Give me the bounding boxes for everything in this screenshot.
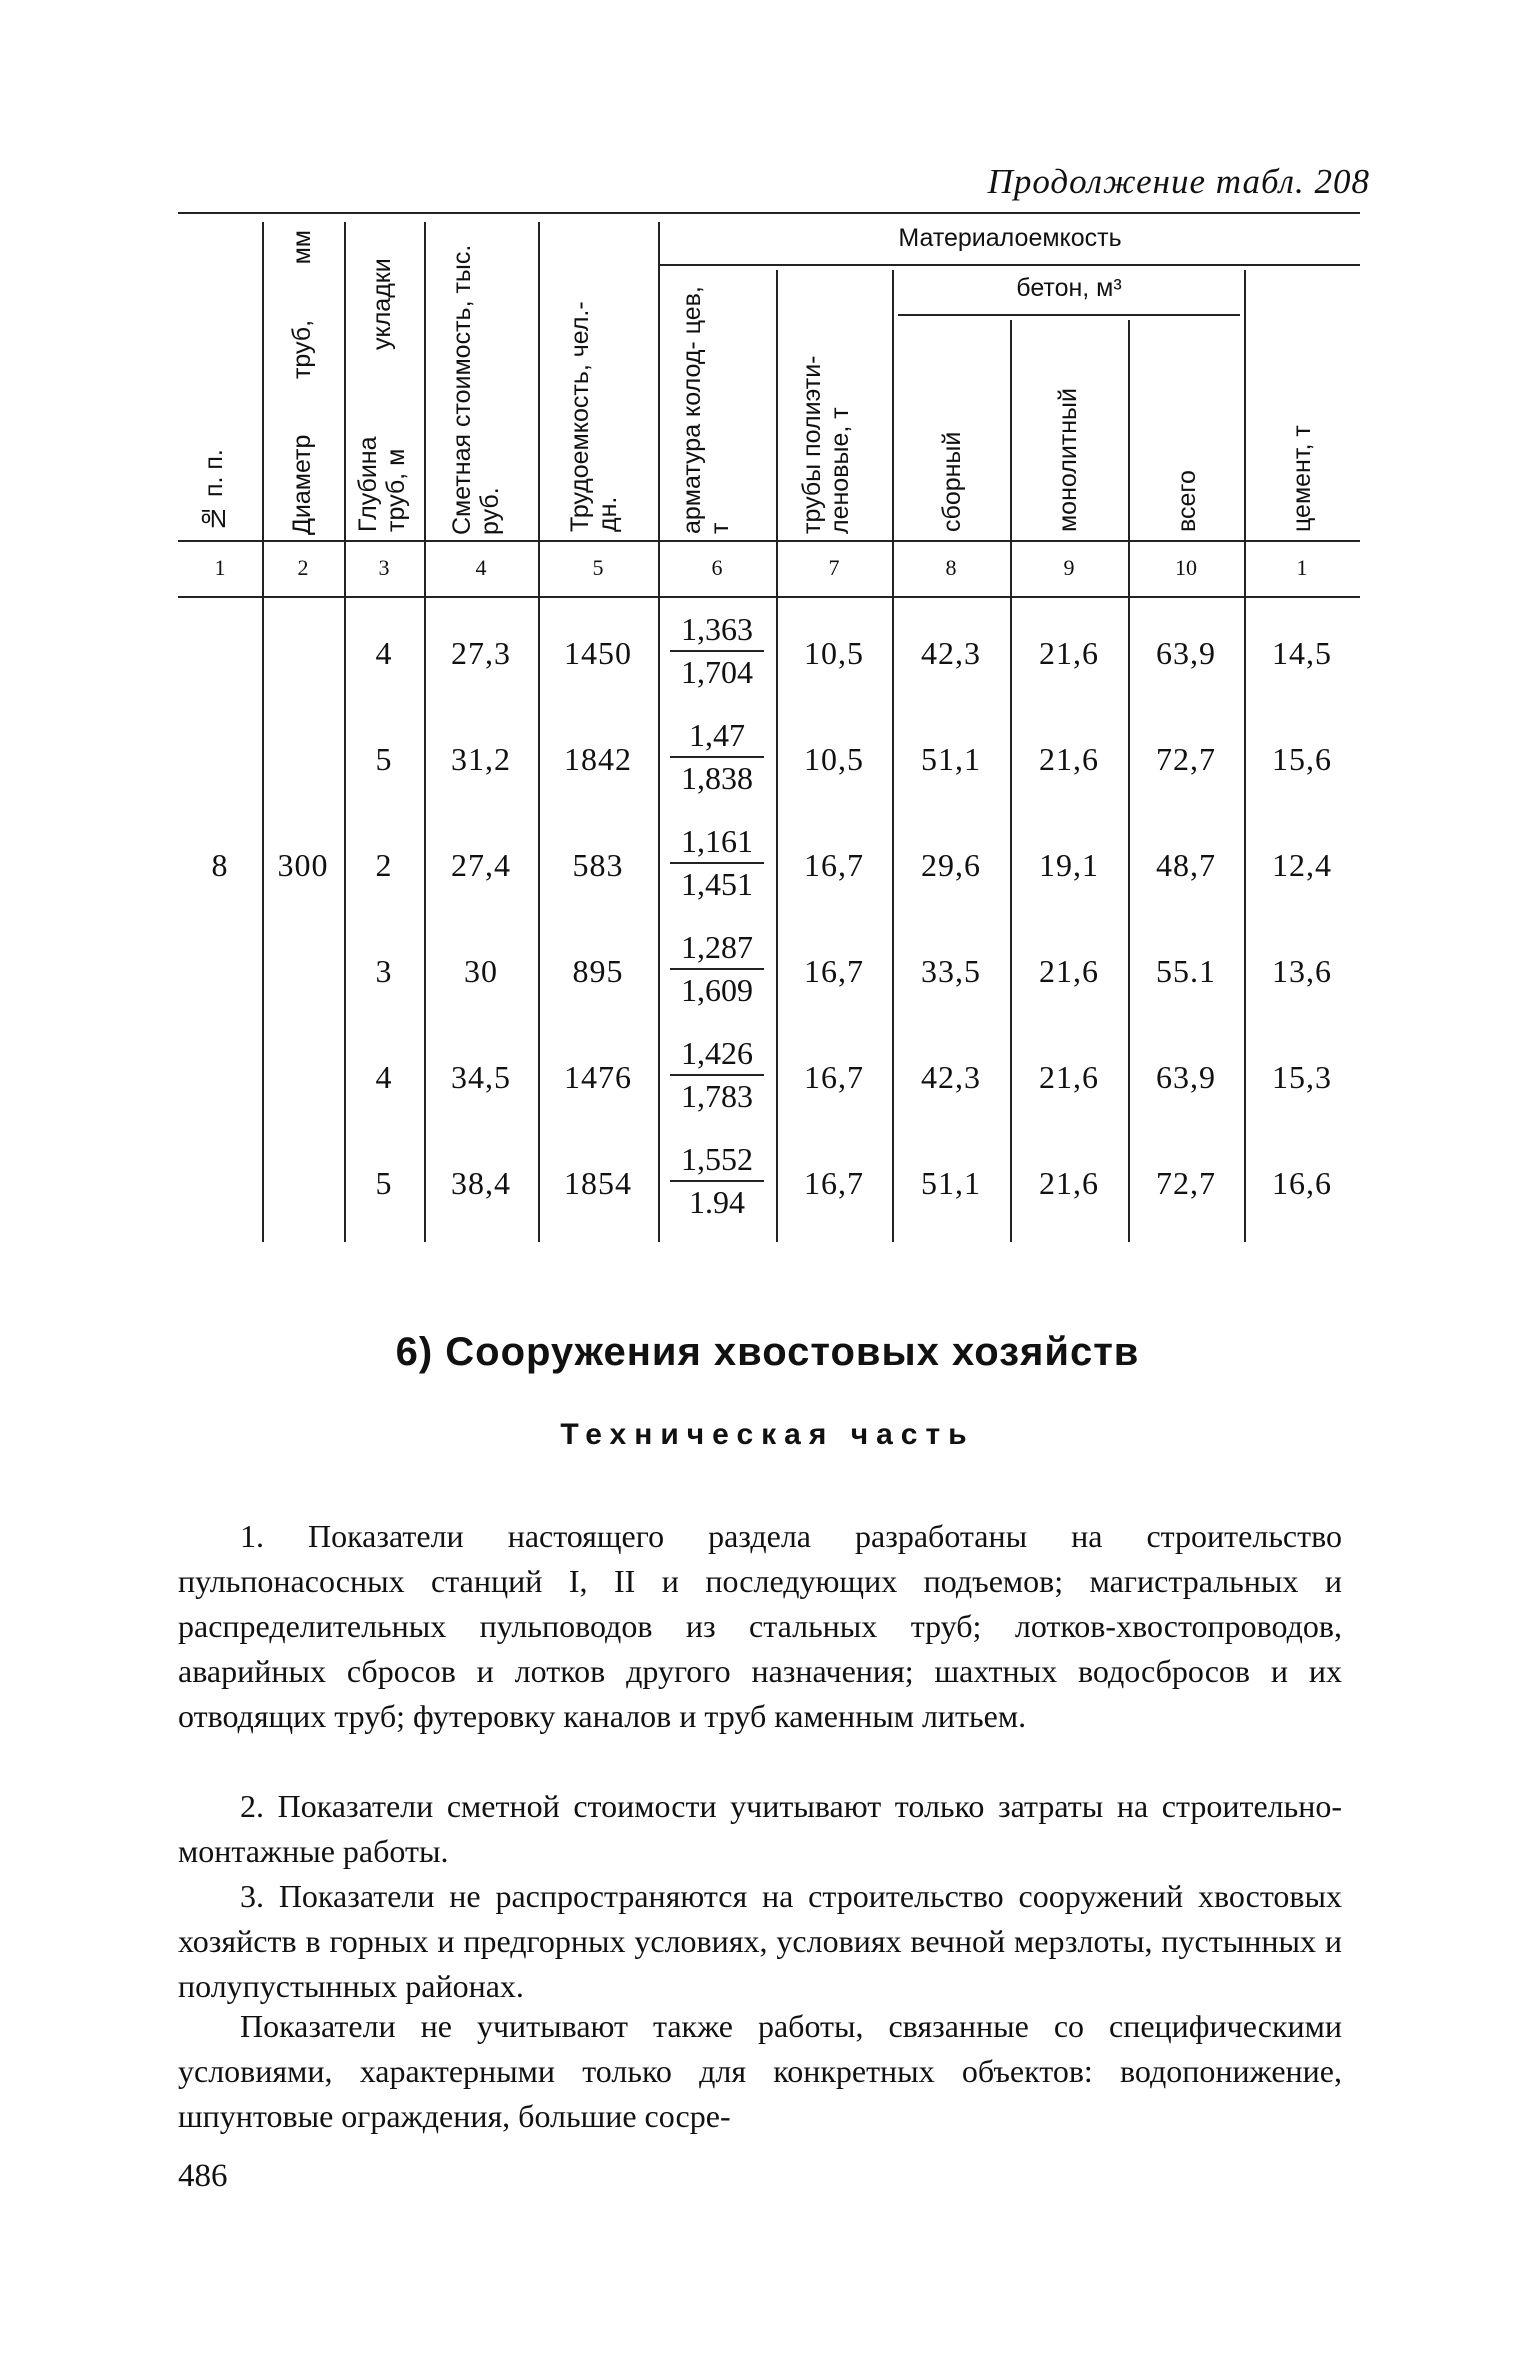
table-cell-depth: 2 <box>375 847 393 883</box>
rebar-numerator: 1,426 <box>670 1035 764 1076</box>
table-cell-rebar <box>670 1035 764 1115</box>
table-cell-pipes: 16,7 <box>804 847 864 883</box>
table-cell-monolithic: 21,6 <box>1039 1059 1099 1095</box>
paragraph-2: 2. Показатели сметной стоимости учитывают только затраты на строительно-монтажные работы. <box>178 1788 1342 1869</box>
col-number-10: 10 <box>1175 555 1197 580</box>
col-number-6: 6 <box>711 555 723 580</box>
table-cell-rebar <box>670 1141 764 1221</box>
table-cell-rebar <box>670 717 764 797</box>
table-cell-monolithic: 21,6 <box>1039 635 1099 671</box>
rebar-denominator: 1,451 <box>681 866 753 902</box>
header-total: всего <box>1173 470 1201 532</box>
rebar-denominator: 1.94 <box>689 1184 745 1220</box>
table-cell-cost: 38,4 <box>451 1165 511 1201</box>
group-num-cell: 8 <box>211 847 229 883</box>
rebar-denominator: 1,609 <box>681 972 753 1008</box>
table-cell-precast: 42,3 <box>921 1059 981 1095</box>
concrete-header-rule <box>898 314 1240 316</box>
header-precast: сборный <box>938 431 966 532</box>
col-divider-9 <box>1128 320 1130 1242</box>
paragraph-1: 1. Показатели настоящего раздела разработаны на строительство пульпонасосных станций I, II и последующих подъемов; магистральных и распределительных пульповодов из стальных труб; лотков-хвостопроводов, аварийных сбросов и лотков другого назначения; шахтных водосбросов и их отводящих труб; футеровку каналов и труб каменным литьем. <box>178 1518 1342 1734</box>
table-cell-labor: 895 <box>572 953 624 989</box>
table-cell-pipes: 16,7 <box>804 1165 864 1201</box>
table-cell-depth: 4 <box>375 1059 393 1095</box>
table-cell-depth: 5 <box>375 741 393 777</box>
table-cell-cement: 16,6 <box>1272 1165 1332 1201</box>
table-cell-depth: 3 <box>375 953 393 989</box>
table-cell-total: 72,7 <box>1156 741 1216 777</box>
group-diameter-cell: 300 <box>277 847 329 883</box>
table-cell-total: 48,7 <box>1156 847 1216 883</box>
page-number: 486 <box>178 2158 228 2194</box>
rebar-numerator: 1,161 <box>670 823 764 864</box>
rebar-denominator: 1,838 <box>681 760 753 796</box>
table-cell-precast: 51,1 <box>921 741 981 777</box>
materials-table <box>178 212 1360 1242</box>
table-cell-depth: 4 <box>375 635 393 671</box>
col-number-4: 4 <box>475 555 487 580</box>
header-pipes: трубы полиэти- леновые, т <box>798 355 854 534</box>
table-cell-total: 63,9 <box>1156 1059 1216 1095</box>
materials-header-rule <box>658 264 1360 266</box>
rebar-numerator: 1,47 <box>670 717 764 758</box>
header-diameter: Диаметр труб, мм <box>288 230 316 535</box>
table-cell-depth: 5 <box>375 1165 393 1201</box>
paragraph-4: Показатели не учитывают также работы, связанные со специфическими условиями, характерными только для конкретных объектов: водопонижение, шпунтовые ограждения, большие сосре- <box>178 2008 1342 2134</box>
paragraph-3: 3. Показатели не распространяются на строительство сооружений хвостовых хозяйств в горных и предгорных условиях, условиях вечной мерзлоты, пустынных и полупустынных районах. <box>178 1878 1342 2004</box>
table-cell-cement: 14,5 <box>1272 635 1332 671</box>
table-cell-rebar <box>670 823 764 903</box>
header-concrete: бетон, м³ <box>1016 274 1122 302</box>
table-cell-cost: 34,5 <box>451 1059 511 1095</box>
table-cell-labor: 1450 <box>564 635 632 671</box>
table-cell-rebar <box>670 611 764 691</box>
col-divider-8 <box>1010 320 1012 1242</box>
table-cell-labor: 1842 <box>564 741 632 777</box>
table-cell-pipes: 16,7 <box>804 953 864 989</box>
table-cell-monolithic: 19,1 <box>1039 847 1099 883</box>
table-cell-pipes: 10,5 <box>804 741 864 777</box>
table-cell-precast: 51,1 <box>921 1165 981 1201</box>
header-num: № п. п. <box>200 449 228 532</box>
column-numbers-rule <box>178 596 1360 598</box>
header-monolithic: монолитный <box>1054 388 1082 532</box>
table-cell-cost: 30 <box>464 953 498 989</box>
section-subtitle: Техническая часть <box>560 1418 975 1451</box>
header-cost: Сметная стоимость, тыс. руб. <box>448 244 504 535</box>
table-cell-monolithic: 21,6 <box>1039 1165 1099 1201</box>
rebar-numerator: 1,363 <box>670 611 764 652</box>
header-cement: цемент, т <box>1288 425 1316 532</box>
header-materials: Материалоемкость <box>898 224 1122 252</box>
rebar-numerator: 1,552 <box>670 1141 764 1182</box>
col-number-7: 7 <box>828 555 840 580</box>
header-rebar: арматура колод- цев, т <box>678 286 734 534</box>
col-number-1: 1 <box>214 555 226 580</box>
header-depth-bottom: Глубина труб, м <box>354 436 410 532</box>
col-number-8: 8 <box>945 555 957 580</box>
table-cell-labor: 583 <box>572 847 624 883</box>
table-cell-precast: 29,6 <box>921 847 981 883</box>
table-cell-labor: 1476 <box>564 1059 632 1095</box>
table-cell-cost: 27,4 <box>451 847 511 883</box>
col-number-9: 9 <box>1063 555 1075 580</box>
table-cell-cement: 15,6 <box>1272 741 1332 777</box>
table-cell-total: 63,9 <box>1156 635 1216 671</box>
table-cell-monolithic: 21,6 <box>1039 741 1099 777</box>
table-cell-rebar <box>670 929 764 1009</box>
table-cell-monolithic: 21,6 <box>1039 953 1099 989</box>
table-cell-cement: 15,3 <box>1272 1059 1332 1095</box>
rebar-denominator: 1,783 <box>681 1078 753 1114</box>
table-top-rule <box>178 212 1360 214</box>
table-cell-total: 72,7 <box>1156 1165 1216 1201</box>
col-number-3: 3 <box>378 555 390 580</box>
table-cell-pipes: 10,5 <box>804 635 864 671</box>
table-cell-labor: 1854 <box>564 1165 632 1201</box>
table-cell-total: 55.1 <box>1156 953 1216 989</box>
table-continuation-caption: Продолжение табл. 208 <box>987 162 1370 201</box>
table-cell-pipes: 16,7 <box>804 1059 864 1095</box>
table-cell-cost: 27,3 <box>451 635 511 671</box>
section-title: 6) Сооружения хвостовых хозяйств <box>395 1330 1140 1374</box>
col-divider-1 <box>262 222 264 1242</box>
header-bottom-rule <box>178 540 1360 542</box>
table-cell-cost: 31,2 <box>451 741 511 777</box>
rebar-numerator: 1,287 <box>670 929 764 970</box>
col-number-5: 5 <box>592 555 604 580</box>
rebar-denominator: 1,704 <box>681 654 753 690</box>
table-cell-precast: 42,3 <box>921 635 981 671</box>
col-divider-5 <box>658 222 660 1242</box>
header-depth-top: укладки <box>368 258 396 350</box>
col-number-11: 1 <box>1296 555 1308 580</box>
header-labor: Трудоемкость, чел.-дн. <box>566 301 622 532</box>
table-cell-cement: 13,6 <box>1272 953 1332 989</box>
table-cell-cement: 12,4 <box>1272 847 1332 883</box>
table-cell-precast: 33,5 <box>921 953 981 989</box>
col-number-2: 2 <box>297 555 309 580</box>
